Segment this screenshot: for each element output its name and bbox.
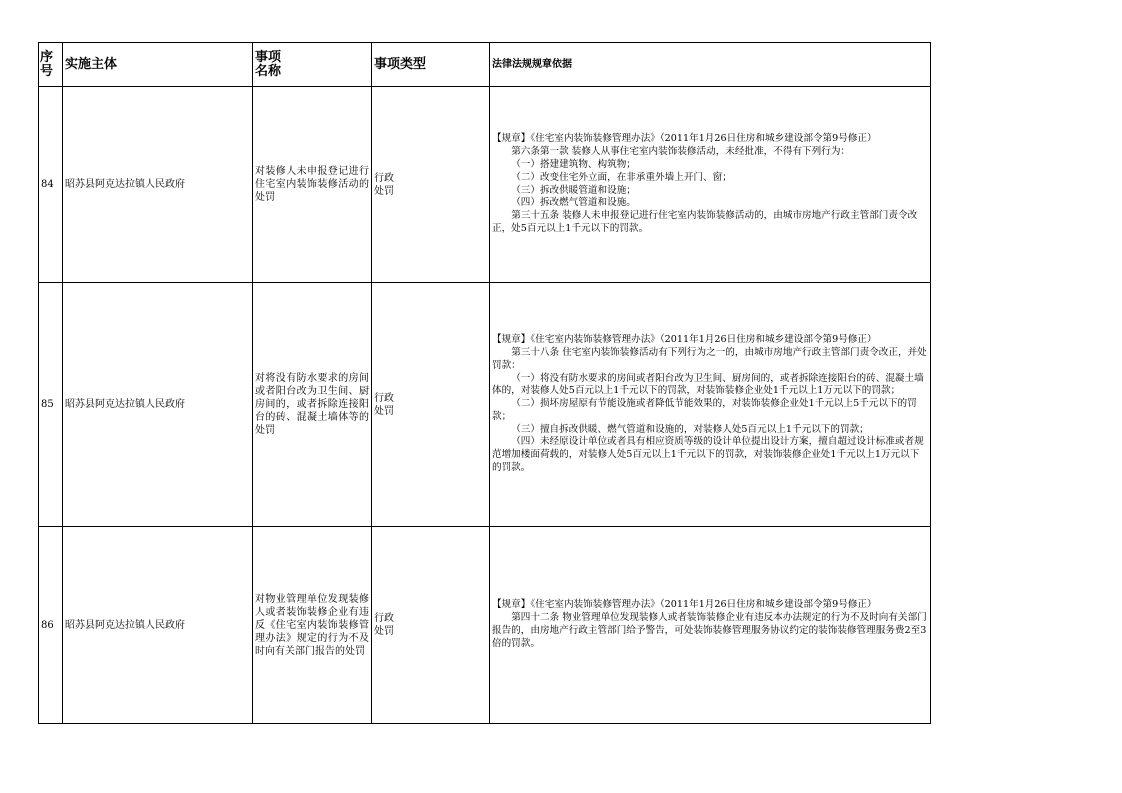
law-paragraph: （四）未经原设计单位或者具有相应资质等级的设计单位提出设计方案，擅自超过设计标准或者规范增加楼面荷载的，对装修人处5百元以上1千元以下的罚款，对装饰装修企业处1千元以上1万元以下的罚款。 [492, 436, 924, 474]
header-body: 实施主体 [63, 43, 253, 87]
law-paragraph: （四）拆改燃气管道和设施。 [511, 197, 636, 209]
row-body: 昭苏县阿克达拉镇人民政府 [63, 283, 253, 527]
row-body: 昭苏县阿克达拉镇人民政府 [63, 87, 253, 283]
law-paragraph: （一）将没有防水要求的房间或者阳台改为卫生间、厨房间的，或者拆除连接阳台的砖、混凝土墙体的，对装修人处5百元以上1千元以下的罚款，对装饰装修企业处1千元以上1万元以下的罚款； [492, 372, 924, 397]
law-paragraph: 第四十二条 物业管理单位发现装修人或者装饰装修企业有违反本办法规定的行为不及时向有关部门报告的，由房地产行政主管部门给予警告，可处装饰装修管理服务协议约定的装饰装修管理服务费2至3倍的罚款。 [492, 612, 927, 649]
law-paragraph: （三）擅自拆改供暖、燃气管道和设施的，对装修人处5百元以上1千元以下的罚款； [511, 423, 869, 435]
header-seq: 序号 [39, 43, 63, 87]
table-row [39, 283, 931, 527]
header-row [39, 43, 931, 87]
row-item: 对物业管理单位发现装修人或者装饰装修企业有违反《住宅室内装饰装修管理办法》规定的行为不及时向有关部门报告的处罚 [253, 527, 372, 724]
law-paragraph: （一）搭建建筑物、构筑物； [511, 158, 636, 170]
table-row [39, 87, 931, 283]
regulation-table [38, 42, 931, 724]
law-paragraph: （二）改变住宅外立面，在非承重外墙上开门、窗； [511, 171, 732, 183]
row-body: 昭苏县阿克达拉镇人民政府 [63, 527, 253, 724]
law-paragraph: 第三十五条 装修人未申报登记进行住宅室内装饰装修活动的，由城市房地产行政主管部门责令改正，处5百元以上1千元以下的罚款。 [492, 210, 918, 234]
row-type: 行政处罚 [372, 283, 490, 527]
row-law [490, 527, 931, 724]
row-item: 对将没有防水要求的房间或者阳台改为卫生间、厨房间的，或者拆除连接阳台的砖、混凝土墙体等的处罚 [253, 283, 372, 527]
header-law: 法律法规规章依据 [490, 43, 931, 87]
row-type: 行政处罚 [372, 87, 490, 283]
law-paragraph: 第六条第一款 装修人从事住宅室内装饰装修活动，未经批准，不得有下列行为： [511, 146, 851, 158]
row-seq: 84 [39, 87, 63, 283]
row-item: 对装修人未申报登记进行住宅室内装饰装修活动的处罚 [253, 87, 372, 283]
row-seq: 85 [39, 283, 63, 527]
law-paragraph: 【规章】《住宅室内装饰装修管理办法》（2011年1月26日住房和城乡建设部令第9号修正） [492, 599, 877, 611]
header-type: 事项类型 [372, 43, 490, 87]
row-law [490, 87, 931, 283]
row-seq: 86 [39, 527, 63, 724]
header-item: 事项名称 [253, 43, 372, 87]
law-paragraph: （三）拆改供暖管道和设施； [511, 184, 636, 196]
law-paragraph: （二）损坏房屋原有节能设施或者降低节能效果的，对装饰装修企业处1千元以上5千元以下的罚款； [492, 398, 917, 422]
law-paragraph: 【规章】《住宅室内装饰装修管理办法》（2011年1月26日住房和城乡建设部令第9号修正） [492, 334, 877, 346]
law-paragraph: 【规章】《住宅室内装饰装修管理办法》（2011年1月26日住房和城乡建设部令第9号修正） [492, 133, 877, 145]
table-row [39, 527, 931, 724]
row-law [490, 283, 931, 527]
row-type: 行政处罚 [372, 527, 490, 724]
law-paragraph: 第三十八条 住宅室内装饰装修活动有下列行为之一的，由城市房地产行政主管部门责令改正，并处罚款： [492, 346, 927, 371]
